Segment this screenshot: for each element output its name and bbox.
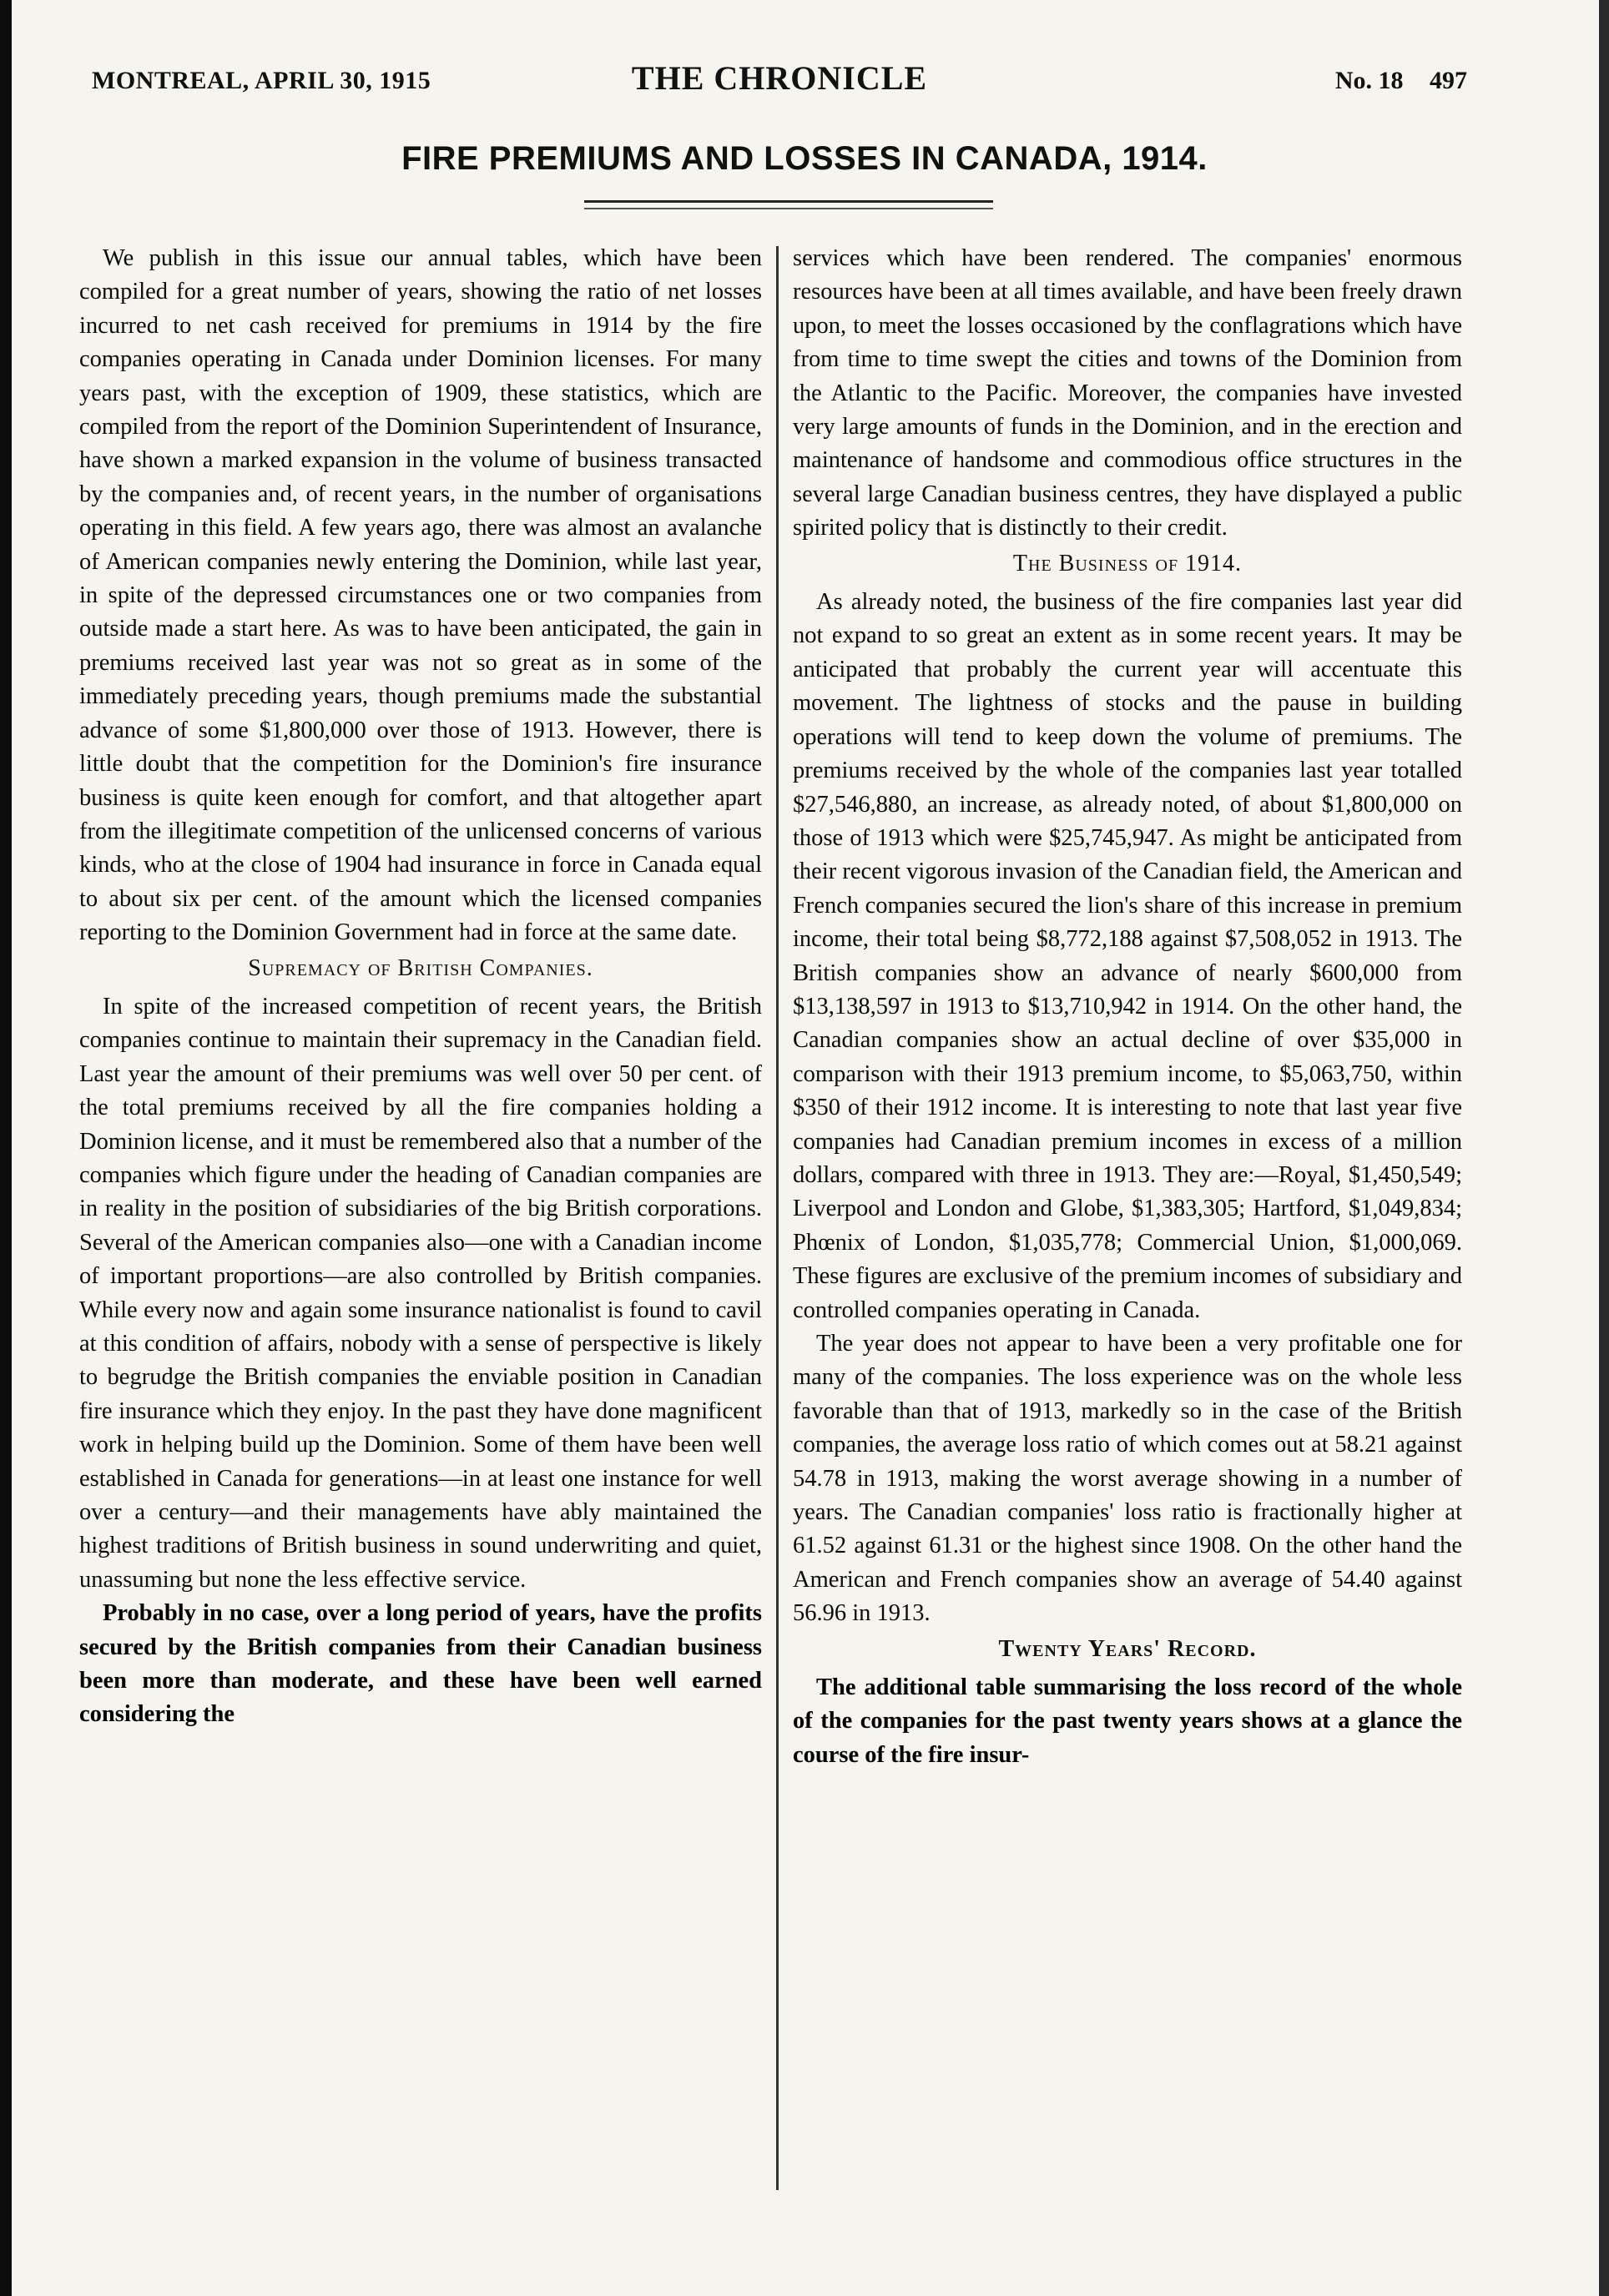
title-rule <box>584 200 993 214</box>
paragraph: The additional table summarising the loss record of the whole of the companies for the past twenty years shows at a glance the course of the fire insur- <box>793 1674 1462 1768</box>
rule-thick <box>584 200 993 203</box>
section-heading: Supremacy of British Companies. <box>248 954 593 981</box>
page-edge-left <box>0 0 12 2296</box>
column-divider <box>776 246 779 2190</box>
issue-number: No. 18 <box>1334 67 1404 94</box>
paragraph: We publish in this issue our annual tables, which have been compiled for a great number of years, showing the ratio of net losses incurred to net cash received for premiums in 1914 by the fire companies operating in Canada under Dominion licenses. For many years past, with the exception of 1909, these statistics, which are compiled from the report of the Dominion Superintendent of Insurance, have shown a marked expansion in the volume of business transacted by the companies and, of recent years, in the number of organisations operating in this field. A few years ago, there was almost an avalanche of American companies newly entering the Dominion, while last year, in spite of the depressed circumstances one or two companies from outside made a start here. As was to have been anticipated, the gain in premiums received last year was not so great as in some of the immediately preceding years, though premiums made the substantial advance of some $1,800,000 over those of 1913. However, there is little doubt that the competition for the Dominion's fire insurance business is quite keen enough for comfort, and that altogether apart from the illegitimate competition of the unlicensed concerns of various kinds, who at the close of 1904 had insurance in force in Canada equal to about six per cent. of the amount which the licensed companies reporting to the Dominion Government had in force at the same date. <box>79 245 762 946</box>
left-column <box>79 242 762 2169</box>
running-head <box>92 58 1467 108</box>
paragraph: Probably in no case, over a long period of years, have the profits secured by the British companies from their Canadian business been more than moderate, and these have been well earned considering the <box>79 1600 762 1728</box>
paragraph: services which have been rendered. The companies' enormous resources have been at all times available, and have been freely drawn upon, to meet the losses occasioned by the conflagrations which have from time to time swept the cities and towns of the Dominion from the Atlantic to the Pacific. Moreover, the companies have invested very large amounts of funds in the Dominion, and in the erection and maintenance of handsome and commodious office structures in the several large Canadian business centres, they have displayed a public spirited policy that is distinctly to their credit. <box>793 245 1462 541</box>
paragraph: As already noted, the business of the fire companies last year did not expand to so great an extent as in some recent years. It may be anticipated that probably the current year will accentuate this movement. The lightness of stocks and the pause in building operations will tend to keep down the volume of premiums. The premiums received by the whole of the companies last year totalled $27,546,880, an increase, as already noted, of about $1,800,000 on those of 1913 which were $25,745,947. As might be anticipated from their recent vigorous invasion of the Canadian field, the American and French companies secured the lion's share of this increase in premium income, their total being $8,772,188 against $7,508,052 in 1913. The British companies show an advance of nearly $600,000 from $13,138,597 in 1913 to $13,710,942 in 1914. On the other hand, the Canadian companies show an actual decline of over $35,000 in comparison with their 1913 premium income, to $5,063,750, within $350 of their 1912 income. It is interesting to note that last year five companies had Canadian premium incomes in excess of a million dollars, compared with three in 1913. They are:—Royal, $1,450,549; Liverpool and London and Globe, $1,383,305; Hartford, $1,049,834; Phœnix of London, $1,035,778; Commercial Union, $1,000,069. These figures are exclusive of the premium incomes of subsidiary and controlled companies operating in Canada. <box>793 589 1462 1323</box>
page-number: 497 <box>1430 67 1467 94</box>
publication-title: THE CHRONICLE <box>631 59 928 97</box>
section-heading: The Business of 1914. <box>1012 550 1243 577</box>
dateline: MONTREAL, APRIL 30, 1915 <box>92 67 431 94</box>
issue-and-page <box>1315 67 1467 95</box>
paragraph: In spite of the increased competition of recent years, the British companies continue to maintain their supremacy in the Canadian field. Last year the amount of their premiums was well over 50 per cent. of the total premiums received by all the fire companies holding a Dominion license, and it must be remembered also that a number of the companies which figure under the heading of Canadian companies are in reality in the position of subsidiaries of the big British corporations. Several of the American companies also—one with a Canadian income of important proportions—are also controlled by British companies. While every now and again some insurance nationalist is found to cavil at this condition of affairs, nobody with a sense of perspective is likely to begrudge the British companies the enviable position in Canadian fire insurance which they enjoy. In the past they have done magnificent work in helping build up the Dominion. Some of them have been well established in Canada for generations—in at least one instance for well over a century—and their managements have ably maintained the highest traditions of British business in sound underwriting and quiet, unassuming but none the less effective service. <box>79 993 762 1593</box>
page-edge-right <box>1599 0 1609 2296</box>
right-column <box>793 242 1462 2169</box>
paragraph: The year does not appear to have been a very profitable one for many of the companies. The loss experience was on the whole less favorable than that of 1913, markedly so in the case of the British companies, the average loss ratio of which comes out at 58.21 against 54.78 in 1913, making the worst average showing in a number of years. The Canadian companies' loss ratio is fractionally higher at 61.52 against 61.31 or the highest since 1908. On the other hand the American and French companies show an average of 54.40 against 56.96 in 1913. <box>793 1331 1462 1627</box>
section-heading: Twenty Years' Record. <box>998 1635 1257 1662</box>
rule-thin <box>584 208 993 209</box>
article-title: FIRE PREMIUMS AND LOSSES IN CANADA, 1914. <box>401 140 1208 177</box>
